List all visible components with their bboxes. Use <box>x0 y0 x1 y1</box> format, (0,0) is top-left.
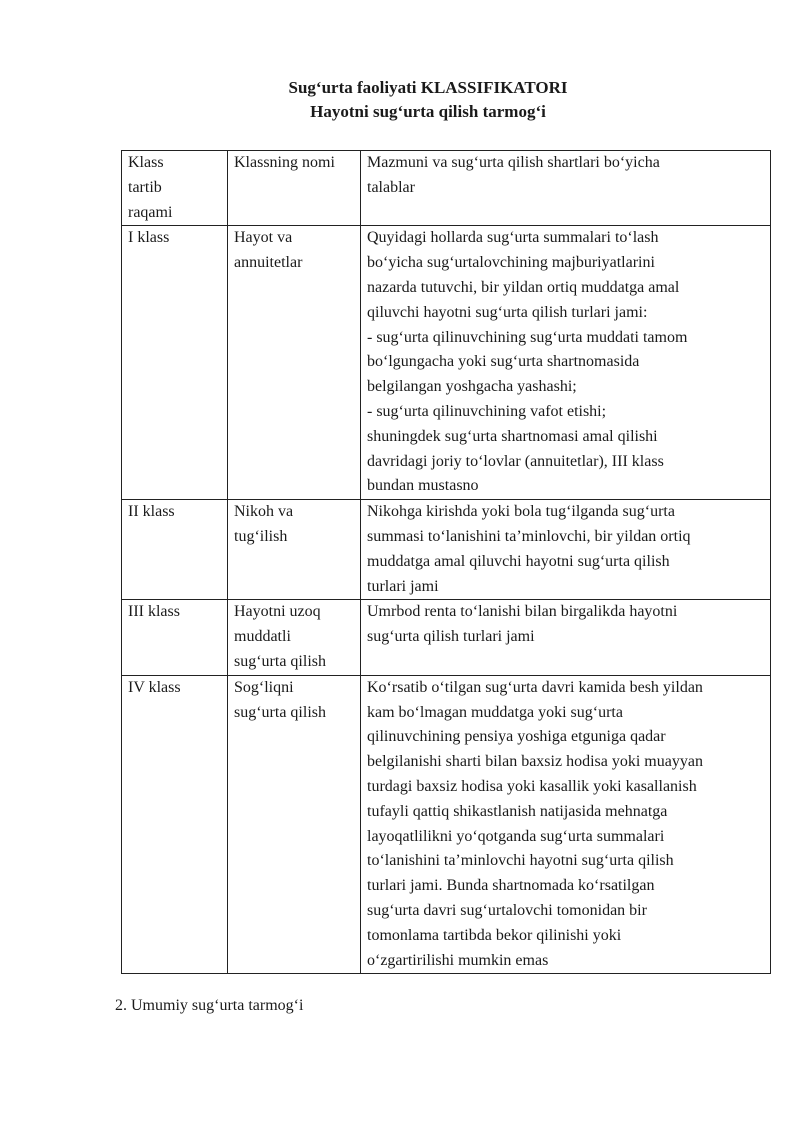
class-content-cell <box>361 500 771 600</box>
cell-text-line: bo‘lgungacha yoki sug‘urta shartnomasida <box>367 353 640 371</box>
cell-text-line: turdagi baxsiz hodisa yoki kasallik yoki kasallanish <box>367 777 697 795</box>
table-row <box>122 500 771 600</box>
cell-text-line: turlari jami <box>367 577 439 595</box>
classifier-table <box>121 150 771 974</box>
class-content-cell <box>361 226 771 500</box>
cell-text-line: annuitetlar <box>234 254 303 272</box>
cell-text-line: Quyidagi hollarda sug‘urta summalari to‘lash <box>367 229 659 247</box>
cell-text-line: kam bo‘lmagan muddatga yoki sug‘urta <box>367 703 623 721</box>
cell-text-line: Klassning nomi <box>234 154 335 171</box>
cell-text-line: qiluvchi hayotni sug‘urta qilish turlari jami: <box>367 303 648 321</box>
next-section-heading: 2. Umumiy sug‘urta tarmog‘i <box>115 997 304 1014</box>
cell-text-line: sug‘urta qilish <box>234 652 326 670</box>
cell-text-line: o‘zgartirilishi mumkin emas <box>367 951 549 969</box>
table-row <box>122 600 771 675</box>
table-header-row <box>122 151 771 226</box>
class-name-cell <box>228 226 361 500</box>
cell-text-line: bundan mustasno <box>367 477 479 495</box>
cell-text-line: IV klass <box>128 678 181 696</box>
table-row <box>122 226 771 500</box>
cell-text-line: bo‘yicha sug‘urtalovchining majburiyatlarini <box>367 254 655 272</box>
cell-text-line: I klass <box>128 229 170 247</box>
cell-text-line: summasi to‘lanishini ta’minlovchi, bir yildan ortiq <box>367 527 691 545</box>
cell-text-line: belgilangan yoshgacha yashashi; <box>367 378 577 396</box>
cell-text-line: muddatga amal qiluvchi hayotni sug‘urta qilish <box>367 552 670 570</box>
cell-text-line: sug‘urta davri sug‘urtalovchi tomonidan bir <box>367 901 647 919</box>
cell-text-line: tug‘ilish <box>234 527 288 545</box>
cell-text-line: talablar <box>367 178 415 196</box>
cell-text-line: sug‘urta qilish turlari jami <box>367 628 535 646</box>
cell-text-line: - sug‘urta qilinuvchining sug‘urta muddati tamom <box>367 328 688 346</box>
cell-text-line: sug‘urta qilish <box>234 703 326 721</box>
class-content-cell <box>361 600 771 675</box>
cell-text-line: Mazmuni va sug‘urta qilish shartlari bo‘yicha <box>367 154 660 171</box>
cell-text-line: raqami <box>128 203 173 221</box>
class-name-cell <box>228 675 361 974</box>
title-subtitle: Hayotni sug‘urta qilish tarmog‘i <box>310 102 546 121</box>
cell-text-line: - sug‘urta qilinuvchining vafot etishi; <box>367 402 607 420</box>
cell-text-line: nazarda tutuvchi, bir yildan ortiq muddatga amal <box>367 278 680 296</box>
document-title <box>0 76 800 124</box>
cell-text-line: davridagi joriy to‘lovlar (annuitetlar), III klass <box>367 452 664 470</box>
title-main: Sug‘urta faoliyati KLASSIFIKATORI <box>288 78 568 97</box>
class-number-cell <box>122 675 228 974</box>
cell-text-line: to‘lanishini ta’minlovchi hayotni sug‘urta qilish <box>367 852 674 870</box>
cell-text-line: belgilanishi sharti bilan baxsiz hodisa yoki muayyan <box>367 753 703 771</box>
class-number-cell <box>122 500 228 600</box>
cell-text-line: Ko‘rsatib o‘tilgan sug‘urta davri kamida besh yildan <box>367 678 703 696</box>
header-class-number <box>122 151 228 226</box>
cell-text-line: qilinuvchining pensiya yoshiga etguniga qadar <box>367 728 666 746</box>
cell-text-line: Nikoh va <box>234 503 294 521</box>
cell-text-line: tomonlama tartibda bekor qilinishi yoki <box>367 926 622 944</box>
cell-text-line: Hayot va <box>234 229 293 247</box>
cell-text-line: Hayotni uzoq <box>234 603 321 621</box>
cell-text-line: tartib <box>128 178 162 196</box>
class-name-cell <box>228 600 361 675</box>
cell-text-line: layoqatlilikni yo‘qotganda sug‘urta summalari <box>367 827 665 845</box>
table-row <box>122 675 771 974</box>
cell-text-line: III klass <box>128 603 180 621</box>
cell-text-line: Sog‘liqni <box>234 678 294 696</box>
cell-text-line: muddatli <box>234 628 291 646</box>
cell-text-line: II klass <box>128 503 175 521</box>
cell-text-line: Umrbod renta to‘lanishi bilan birgalikda hayotni <box>367 603 678 621</box>
cell-text-line: tufayli qattiq shikastlanish natijasida mehnatga <box>367 802 668 820</box>
class-number-cell <box>122 600 228 675</box>
cell-text-line: turlari jami. Bunda shartnomada ko‘rsatilgan <box>367 877 655 895</box>
cell-text-line: Nikohga kirishda yoki bola tug‘ilganda sug‘urta <box>367 503 675 521</box>
cell-text-line: Klass <box>128 154 164 171</box>
header-class-name <box>228 151 361 226</box>
class-name-cell <box>228 500 361 600</box>
class-number-cell <box>122 226 228 500</box>
class-content-cell <box>361 675 771 974</box>
header-content <box>361 151 771 226</box>
cell-text-line: shuningdek sug‘urta shartnomasi amal qilishi <box>367 427 658 445</box>
